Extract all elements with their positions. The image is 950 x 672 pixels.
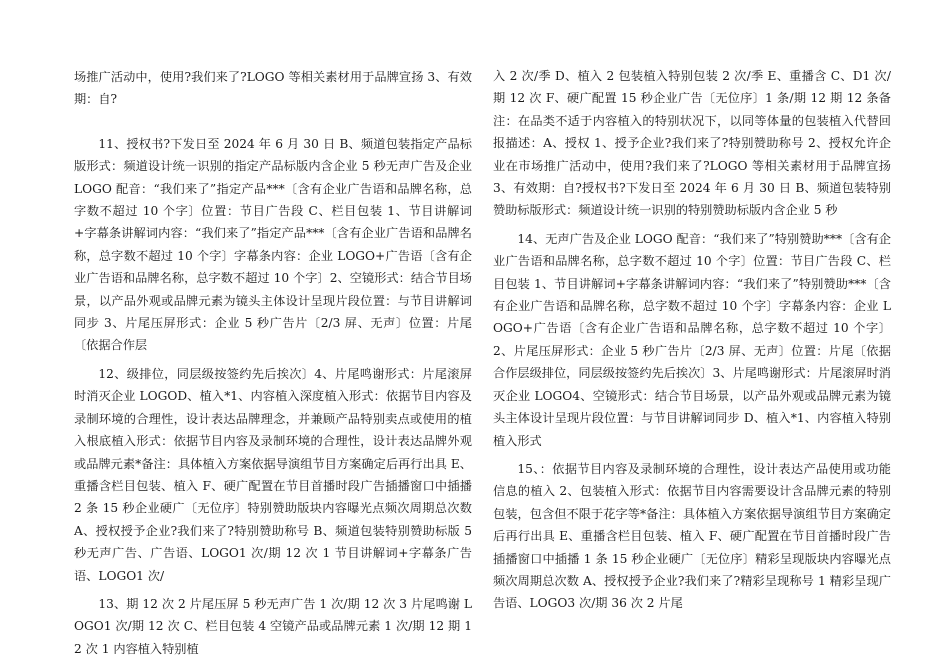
paragraph: 13、期 12 次 2 片尾压屏 5 秒无声广告 1 次/期 12 次 3 片尾鸣谢 LOGO1 次/期 12 次 C、栏目包装 4 空镜产品或品牌元素 1 次/期 12 期 12 次 1 内容植入特别植 xyxy=(74,596,472,656)
paragraph: 入 2 次/季 D、植入 2 包装植入特别包装 2 次/季 E、重播含 C、D1 次/期 12 次 F、硬广配置 15 秒企业广告〔无位序〕1 条/期 12 期 12 条备注：在品类不适于内容植入的特别状况下，以同等体量的包装植入代替回报描述：A、授权 1、授予企业?我们来了?特别赞助称号 2、授权允许企业在市场推广活动中，使用?我们来了?LOGO 等相关素材用于品牌宣扬 3、有效期：自?授权书?下发日至 2024 年 6 月 30 日 B、频道包装特别赞助标版形式：频道设计统一识别的特别赞助标版内含企业 5 秒 xyxy=(493,69,891,218)
paragraph: 12、级排位，同层级按签约先后挨次〕4、片尾鸣谢形式：片尾滚屏时消灭企业 LOGOD、植入*1、内容植入深度植入形式：依据节目内容及录制环境的合理性，设计表达品牌理念，并兼顾产品特别卖点或使用的植入根底植入形式：依据节目内容及录制环境的合理性，设计表达品牌外观或品牌元素*备注：具体植入方案依据导演组节目方案确定后再行出具 E、重播含栏目包装、植入 F、硬广配置在节目首播时段广告插播窗口中插播 2 条 15 秒企业硬广〔无位序〕特别赞助版块内容曝光点频次周期总次数 A、授权授予企业?我们来了?特别赞助称号 B、频道包装特别赞助标版 5 秒无声广告、广告语、LOGO1 次/期 12 次 1 节目讲解词+字幕条广告语、LOGO1 次/ xyxy=(74,366,472,583)
paragraph: 场推广活动中，使用?我们来了?LOGO 等相关素材用于品牌宣扬 3、有效期：自? xyxy=(74,70,472,107)
paragraph: 11、授权书?下发日至 2024 年 6 月 30 日 B、频道包装指定产品标版形式：频道设计统一识别的指定产品标版内含企业 5 秒无声广告及企业 LOGO 配音：“我们来了”指定产品***〔含有企业广告语和品牌名称，总字数不超过 10 个字〕位置：节目广告段 C、栏目包装 1、节目讲解词+字幕条讲解词内容：“我们来了”指定产品***〔含有企业广告语和品牌名称，总字数不超过 10 个字〕字幕条内容：企业 LOGO+广告语〔含有企业广告语和品牌名称，总字数不超过 10 个字〕2、空镜形式：结合节目场景，以产品外观或品牌元素为镜头主体设计呈现片段位置：与节目讲解词同步 3、片尾压屏形式：企业 5 秒广告片〔2/3 屏、无声〕位置：片尾〔依据合作层 xyxy=(74,136,472,353)
right-column xyxy=(493,65,891,615)
paragraph: 15、：依据节目内容及录制环境的合理性，设计表达产品使用或功能信息的植入 2、包装植入形式：依据节目内容需要设计含品牌元素的特别包装，包含但不限于花字等*备注：具体植入方案依据导演组节目方案确定后再行出具 E、重播含栏目包装、植入 F、硬广配置在节目首播时段广告插播窗口中插播 1 条 15 秒企业硬广〔无位序〕精彩呈现版块内容曝光点频次周期总次数 A、授权授予企业?我们来了?精彩呈现称号 1 精彩呈现广告语、LOGO3 次/期 36 次 2 片尾 xyxy=(493,461,891,611)
paragraph: 14、无声广告及企业 LOGO 配音：“我们来了”特别赞助***〔含有企业广告语和品牌名称，总字数不超过 10 个字〕位置：节目广告段 C、栏目包装 1、节目讲解词+字幕条讲解词内容：“我们来了”特别赞助***〔含有企业广告语和品牌名称，总字数不超过 10 个字〕字幕条内容：企业 LOGO+广告语〔含有企业广告语和品牌名称，总字数不超过 10 个字〕2、片尾压屏形式：企业 5 秒广告片〔2/3 屏、无声〕位置：片尾〔依据合作层级排位，同层级按签约先后挨次〕3、片尾鸣谢形式：片尾滚屏时消灭企业 LOGO4、空镜形式：结合节目场景，以产品外观或品牌元素为镜头主体设计呈现片段位置：与节目讲解词同步 D、植入*1、内容植入特别植入形式 xyxy=(493,231,891,448)
left-column xyxy=(74,66,472,660)
